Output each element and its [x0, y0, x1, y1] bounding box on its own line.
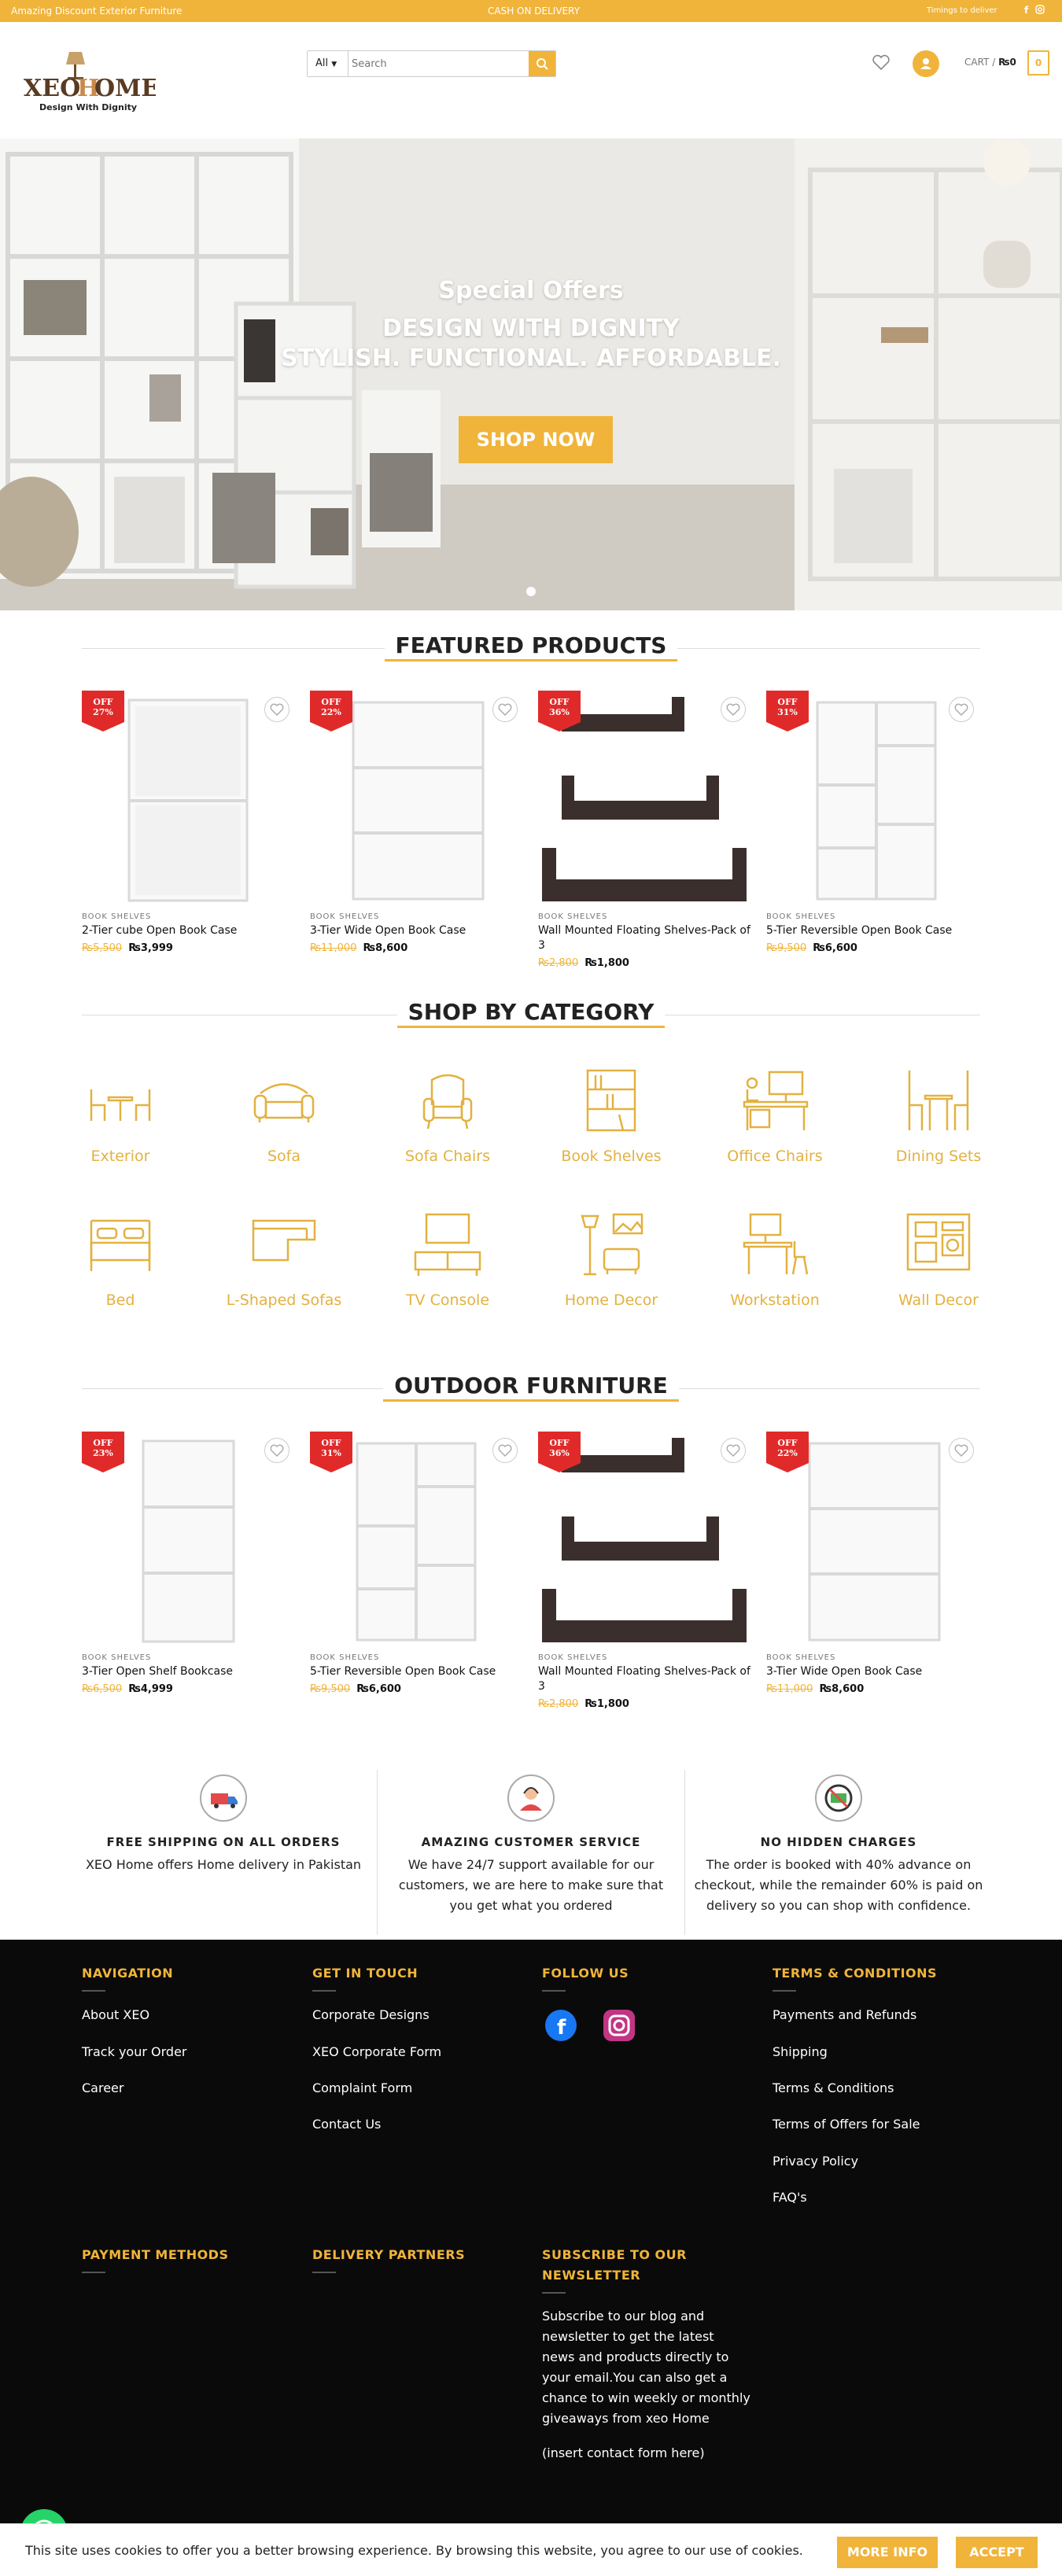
old-price: ₨2,800 [538, 957, 579, 969]
sale-price: ₨1,800 [584, 1698, 629, 1710]
footer-link-shipping[interactable]: Shipping [773, 2044, 828, 2059]
l-shaped-sofa-icon [249, 1210, 319, 1281]
product-card[interactable] [766, 691, 979, 974]
old-price: ₨2,800 [538, 1698, 579, 1710]
product-card[interactable] [310, 1432, 522, 1715]
sale-price: ₨1,800 [584, 957, 629, 969]
product-category[interactable]: BOOK SHELVES [310, 1653, 380, 1662]
footer-facebook-icon[interactable] [544, 2009, 577, 2045]
category-label: Bed [105, 1292, 135, 1309]
product-price [310, 942, 407, 954]
footer-heading-underline [312, 1990, 336, 1992]
feature-customer-service [378, 1762, 684, 1935]
category-label: Wall Decor [898, 1292, 979, 1309]
product-price [766, 942, 857, 954]
account-user-icon[interactable] [913, 50, 939, 77]
footer-link-track-order[interactable]: Track your Order [82, 2044, 187, 2059]
armchair-icon [412, 1066, 483, 1137]
cart-amount: ₨0 [998, 57, 1016, 68]
product-name[interactable]: 3-Tier Open Shelf Bookcase [82, 1665, 234, 1678]
discount-badge: OFF 22% [766, 1432, 809, 1472]
svg-text:H: H [77, 75, 100, 102]
feature-text: XEO Home offers Home delivery in Pakistan [85, 1857, 362, 1872]
footer-link-corporate-form[interactable]: XEO Corporate Form [312, 2044, 442, 2059]
footer-link-offers-terms[interactable]: Terms of Offers for Sale [773, 2117, 920, 2132]
product-name[interactable]: 5-Tier Reversible Open Book Case [766, 924, 953, 937]
slider-dot[interactable] [526, 587, 536, 596]
newsletter-form-placeholder: (insert contact form here) [542, 2445, 705, 2460]
wishlist-heart-icon[interactable] [871, 52, 891, 72]
search-bar [307, 50, 556, 77]
heart-icon [265, 1439, 289, 1462]
featured-products-heading: FEATURED PRODUCTS [82, 632, 980, 664]
footer-link-payments-refunds[interactable]: Payments and Refunds [773, 2007, 917, 2022]
footer-follow-heading: FOLLOW US [542, 1966, 629, 1981]
category-label: Home Decor [564, 1292, 658, 1309]
product-category[interactable]: BOOK SHELVES [538, 1653, 608, 1662]
workstation-icon [739, 1210, 810, 1281]
footer-contact-heading: GET IN TOUCH [312, 1966, 419, 1981]
add-to-wishlist-button[interactable] [949, 1438, 974, 1463]
category-label: TV Console [405, 1292, 490, 1309]
category-wall-decor[interactable] [872, 1210, 1005, 1328]
search-icon [529, 51, 555, 76]
product-card[interactable] [82, 691, 294, 974]
product-name[interactable]: 2-Tier cube Open Book Case [82, 924, 238, 937]
category-label: L-Shaped Sofas [226, 1292, 342, 1309]
footer-link-corporate-designs[interactable]: Corporate Designs [312, 2007, 430, 2022]
add-to-wishlist-button[interactable] [721, 697, 746, 722]
sale-price: ₨4,999 [128, 1683, 173, 1695]
footer-heading-underline [82, 1990, 105, 1992]
delivery-truck-icon [200, 1774, 247, 1822]
newsletter-description: Subscribe to our blog and newsletter to get the latest news and products directly to your email.You can also get a chance to win weekly or monthly giveaways from xeo Home [542, 2309, 750, 2426]
hero-subtitle: STYLISH. FUNCTIONAL. AFFORDABLE. [281, 345, 781, 372]
tv-console-icon [412, 1210, 483, 1281]
hero-tagline: DESIGN WITH DIGNITY [382, 315, 680, 342]
category-sofa[interactable] [217, 1066, 351, 1184]
search-input[interactable] [352, 54, 517, 73]
footer-newsletter-heading: SUBSCRIBE TO OUR NEWSLETTER [542, 2247, 687, 2283]
hero-banner[interactable] [0, 138, 1062, 610]
footer-navigation-heading: NAVIGATION [82, 1966, 174, 1981]
sale-price: ₨6,600 [813, 942, 857, 954]
product-price [766, 1683, 864, 1695]
sale-price: ₨8,600 [819, 1683, 865, 1695]
old-price: ₨11,000 [766, 1683, 813, 1695]
feature-no-hidden-charges [685, 1762, 992, 1935]
category-office-chairs[interactable] [708, 1066, 842, 1184]
svg-text:Design With Dignity: Design With Dignity [39, 102, 138, 112]
home-decor-icon [576, 1210, 647, 1281]
wall-decor-icon [903, 1210, 974, 1281]
heart-icon [493, 698, 517, 721]
footer-instagram-icon[interactable] [603, 2009, 636, 2045]
product-name[interactable]: Wall Mounted Floating Shelves-Pack of 3 [538, 924, 750, 952]
product-card[interactable] [538, 1432, 750, 1715]
product-price [538, 1698, 629, 1710]
topbar-promo: Amazing Discount Exterior Furniture [11, 6, 183, 17]
product-card[interactable] [310, 691, 522, 974]
add-to-wishlist-button[interactable] [721, 1438, 746, 1463]
feature-text: We have 24/7 support available for our customers, we are here to make sure that you get what you ordered [398, 1857, 664, 1913]
topbar-cod: CASH ON DELIVERY [488, 6, 581, 17]
product-card[interactable] [766, 1432, 979, 1715]
product-category[interactable]: BOOK SHELVES [766, 912, 836, 921]
discount-badge: OFF 36% [538, 691, 581, 732]
footer-link-faq[interactable]: FAQ's [773, 2190, 807, 2205]
old-price: ₨11,000 [310, 942, 357, 954]
category-label: Sofa [267, 1148, 301, 1165]
cookie-consent-bar [0, 2523, 1062, 2576]
chevron-down-icon: ▼ [331, 61, 337, 68]
category-l-shaped-sofas[interactable] [217, 1210, 351, 1328]
svg-text:OME: OME [94, 75, 156, 102]
add-to-wishlist-button[interactable] [492, 1438, 518, 1463]
category-workstation[interactable] [708, 1210, 842, 1328]
topbar-timings-link[interactable]: Timings to deliver [927, 6, 997, 15]
customer-support-icon [507, 1774, 555, 1822]
product-category[interactable]: BOOK SHELVES [82, 912, 152, 921]
heart-icon [493, 1439, 517, 1462]
bed-icon [85, 1210, 156, 1281]
add-to-wishlist-button[interactable] [264, 697, 289, 722]
product-name[interactable]: 3-Tier Wide Open Book Case [310, 924, 466, 937]
old-price: ₨9,500 [766, 942, 807, 954]
footer-heading-underline [542, 1990, 566, 1992]
footer-heading-underline [82, 2272, 105, 2273]
feature-title: NO HIDDEN CHARGES [760, 1835, 917, 1849]
hero-special-offers: Special Offers [438, 277, 624, 304]
product-category[interactable]: BOOK SHELVES [82, 1653, 152, 1662]
accept-cookies-button[interactable]: ACCEPT [956, 2537, 1038, 2568]
product-price [82, 1683, 173, 1695]
product-price [538, 957, 629, 969]
category-label: Sofa Chairs [405, 1148, 490, 1165]
outdoor-furniture-heading: OUTDOOR FURNITURE [82, 1373, 980, 1404]
product-name[interactable]: 5-Tier Reversible Open Book Case [310, 1665, 496, 1678]
shop-now-button[interactable]: SHOP NOW [459, 416, 613, 463]
office-desk-icon [739, 1066, 810, 1137]
product-category[interactable]: BOOK SHELVES [310, 912, 380, 921]
product-price [82, 942, 173, 954]
category-label: Exterior [90, 1148, 150, 1165]
footer-payment-heading: PAYMENT METHODS [82, 2247, 229, 2262]
dining-set-icon [903, 1066, 974, 1137]
site-footer [0, 1940, 1062, 2576]
svg-text:XEO: XEO [24, 75, 81, 102]
shop-by-category-heading: SHOP BY CATEGORY [82, 999, 980, 1030]
category-home-decor[interactable] [544, 1210, 678, 1328]
category-sofa-chairs[interactable] [381, 1066, 514, 1184]
category-label: Office Chairs [727, 1148, 823, 1165]
footer-heading-underline [773, 1990, 796, 1992]
category-exterior[interactable] [53, 1066, 187, 1184]
discount-badge: OFF 36% [538, 1432, 581, 1472]
footer-link-career[interactable]: Career [82, 2080, 124, 2095]
footer-terms-heading: TERMS & CONDITIONS [773, 1966, 938, 1981]
product-card[interactable] [82, 1432, 294, 1715]
heart-icon [950, 698, 973, 721]
old-price: ₨6,500 [82, 1683, 123, 1695]
heart-icon [721, 1439, 745, 1462]
footer-delivery-heading: DELIVERY PARTNERS [312, 2247, 466, 2262]
cart-link[interactable]: CART / ₨0 [964, 57, 1016, 68]
category-label: Book Shelves [561, 1148, 662, 1165]
sale-price: ₨8,600 [363, 942, 408, 954]
product-name[interactable]: Wall Mounted Floating Shelves-Pack of 3 [538, 1665, 750, 1693]
heart-icon [721, 698, 745, 721]
hero-room-image [0, 138, 1062, 610]
add-to-wishlist-button[interactable] [949, 697, 974, 722]
product-category[interactable]: BOOK SHELVES [766, 1653, 836, 1662]
feature-title: FREE SHIPPING ON ALL ORDERS [106, 1835, 341, 1849]
product-category[interactable]: BOOK SHELVES [538, 912, 608, 921]
footer-heading-underline [312, 2272, 336, 2273]
search-category-select[interactable]: All ▼ [308, 51, 348, 76]
old-price: ₨9,500 [310, 1683, 351, 1695]
heart-icon [265, 698, 289, 721]
discount-badge: OFF 22% [310, 691, 352, 732]
bookshelf-icon [576, 1066, 647, 1137]
footer-link-complaint-form[interactable]: Complaint Form [312, 2080, 413, 2095]
sale-price: ₨6,600 [356, 1683, 401, 1695]
product-price [310, 1683, 401, 1695]
old-price: ₨5,500 [82, 942, 123, 954]
category-book-shelves[interactable] [544, 1066, 678, 1184]
category-label: Workstation [730, 1292, 820, 1309]
footer-link-terms[interactable]: Terms & Conditions [773, 2080, 894, 2095]
site-logo[interactable] [22, 49, 156, 116]
heart-icon [950, 1439, 973, 1462]
category-dining-sets[interactable] [872, 1066, 1005, 1184]
footer-link-privacy[interactable]: Privacy Policy [773, 2154, 859, 2169]
sale-price: ₨3,999 [128, 942, 173, 954]
svg-text:f: f [557, 2016, 566, 2040]
sofa-icon [249, 1066, 319, 1137]
top-bar [0, 0, 1062, 22]
feature-free-shipping [70, 1762, 377, 1935]
discount-badge: OFF 31% [310, 1432, 352, 1472]
discount-badge: OFF 23% [82, 1432, 124, 1472]
cart-count-badge[interactable]: 0 [1027, 50, 1049, 76]
cookie-message: This site uses cookies to offer you a better browsing experience. By browsing this website, you agree to our use of cookies. [25, 2543, 803, 2558]
instagram-icon[interactable] [1035, 5, 1045, 17]
category-label: Dining Sets [895, 1148, 982, 1165]
search-button[interactable] [529, 51, 555, 76]
category-tv-console[interactable] [381, 1210, 514, 1328]
facebook-icon[interactable]: f [1024, 5, 1029, 16]
no-hidden-charges-icon [815, 1774, 862, 1822]
add-to-wishlist-button[interactable] [264, 1438, 289, 1463]
footer-heading-underline [542, 2292, 566, 2294]
feature-title: AMAZING CUSTOMER SERVICE [421, 1835, 641, 1849]
patio-set-icon [85, 1066, 156, 1137]
feature-text: The order is booked with 40% advance on checkout, while the remainder 60% is paid on delivery so you can shop with confidence. [694, 1857, 983, 1913]
more-info-button[interactable]: MORE INFO [837, 2537, 938, 2568]
category-bed[interactable] [53, 1210, 187, 1328]
add-to-wishlist-button[interactable] [492, 697, 518, 722]
site-header [0, 22, 1062, 140]
discount-badge: OFF 27% [82, 691, 124, 732]
discount-badge: OFF 31% [766, 691, 809, 732]
footer-link-about[interactable]: About XEO [82, 2007, 150, 2022]
product-name[interactable]: 3-Tier Wide Open Book Case [766, 1665, 923, 1678]
footer-link-contact-us[interactable]: Contact Us [312, 2117, 382, 2132]
product-card[interactable] [538, 691, 750, 974]
